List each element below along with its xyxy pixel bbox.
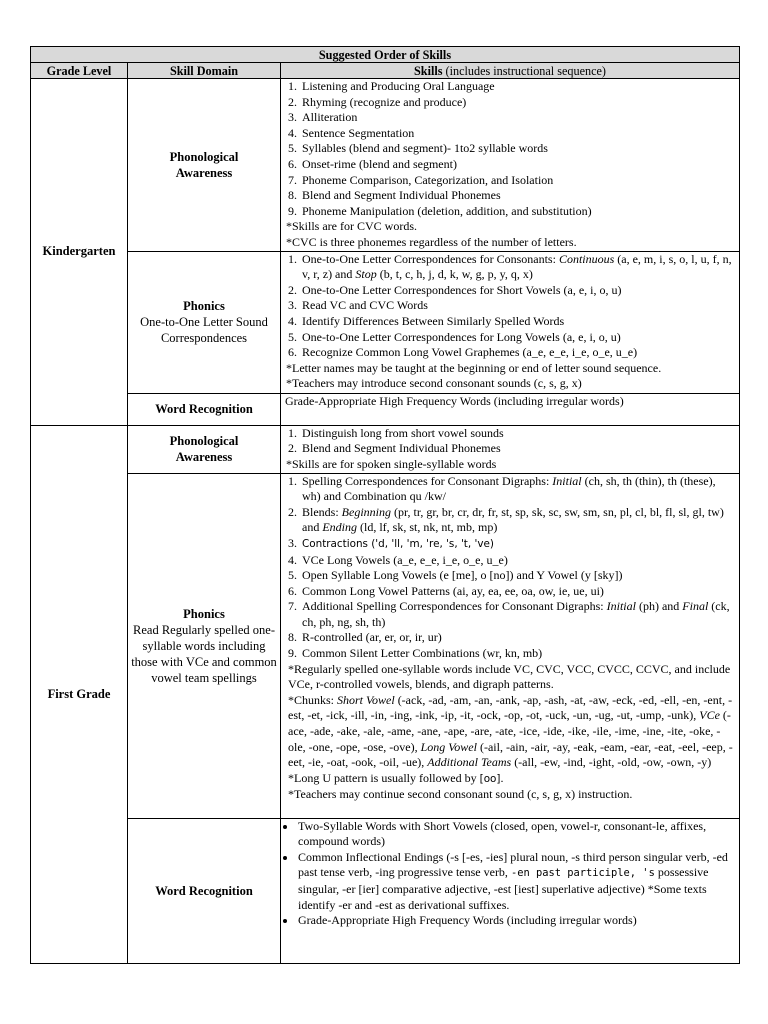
list-item: 8. Blend and Segment Individual Phonemes (300, 188, 736, 204)
domain-1-word-recognition (128, 818, 281, 963)
text-italic: Additional Teams (427, 755, 512, 770)
list-item (300, 599, 736, 630)
text: (-ace, -ade, -ake, -ale, -ame, -ane, -ape, -are, -ate, -ice, -ide, -ike, -ile, -ime, -ine, -ite, -oke, -ole, -one, -ope, -ose, -ove), (288, 708, 731, 754)
text: (a, e, m, i, s, o, l, u, f, n, v, r, z) and (302, 251, 732, 282)
header-skills-bold: Skills (414, 63, 443, 78)
header-skills-note: (includes instructional sequence) (442, 63, 606, 78)
domain-title: Word Recognition (155, 402, 253, 417)
text: Blends: (302, 504, 342, 519)
list-item: 6. Recognize Common Long Vowel Graphemes (a_e, e_e, i_e, o_e, u_e) (300, 345, 736, 361)
note (285, 771, 736, 788)
table-row (31, 251, 740, 393)
text: possessive singular, -er [ier] comparative adjective, -est [iest] superlative adjective) *Some texts identify -er and -est as derivational suffixes. (298, 865, 709, 912)
text: Additional Spelling Correspondences for Consonant Digraphs: (302, 599, 607, 614)
domain-subtitle: One-to-One Letter Sound Correspondences (140, 315, 268, 346)
domain-subtitle: Read Regularly spelled one-syllable words including those with VCe and common vowel team spellings (131, 622, 277, 685)
note: *Regularly spelled one-syllable words include VC, CVC, VCC, CVCC, CCVC, and include VCe, r-controlled vowels, blends, and digraph patterns. (288, 661, 731, 692)
note: *Skills are for CVC words. (286, 219, 417, 234)
list-item: 9. Phoneme Manipulation (deletion, addition, and substitution) (300, 204, 736, 220)
text-italic: Initial (606, 599, 636, 614)
text: (ld, lf, sk, st, nk, nt, mb, mp) (357, 520, 498, 535)
text-italic: Long Vowel (420, 739, 477, 754)
skills-1-phonics (281, 473, 740, 818)
list-item: 6. Common Long Vowel Patterns (ai, ay, ea, ee, oa, ow, ie, ue, ui) (300, 584, 736, 600)
list-item: 2. One-to-One Letter Correspondences for Short Vowels (a, e, i, o, u) (300, 283, 736, 299)
list-item: 1. Listening and Producing Oral Language (300, 79, 736, 95)
text: Contractions ('d, 'll, 'm, 're, 's, 't, 've) (302, 537, 494, 550)
list-item (297, 850, 736, 913)
text: (pr, tr, gr, br, cr, dr, fr, st, sp, sk, sc, sw, sm, sn, pl, cl, bl, fl, sl, gl, tw) and (302, 504, 724, 535)
text-italic: Initial (552, 473, 582, 488)
skill-list (285, 474, 736, 662)
domain-title: Word Recognition (155, 883, 253, 898)
domain-title: Phonics (183, 299, 225, 314)
list-item (300, 536, 736, 553)
text: Spelling Correspondences for Consonant Digraphs: (302, 473, 553, 488)
list-item: 4. VCe Long Vowels (a_e, e_e, i_e, o_e, u_e) (300, 553, 736, 569)
note: *Teachers may continue second consonant sound (c, s, g, x) instruction. (288, 787, 633, 802)
skill-list (285, 252, 736, 361)
skills-1-phonological (281, 425, 740, 473)
list-item: 1. Distinguish long from short vowel sounds (300, 426, 736, 442)
skills-k-phonological (281, 79, 740, 252)
list-item: 4. Sentence Segmentation (300, 126, 736, 142)
list-item: 3. Read VC and CVC Words (300, 298, 736, 314)
list-item: 4. Identify Differences Between Similarly Spelled Words (300, 314, 736, 330)
domain-1-phonological (128, 425, 281, 473)
header-grade-level: Grade Level (31, 63, 128, 79)
table-row (31, 79, 740, 252)
note-chunks (285, 693, 736, 771)
text-italic: Ending (322, 520, 357, 535)
list-item: 5. Syllables (blend and segment)- 1to2 syllable words (300, 141, 736, 157)
table-row (31, 818, 740, 963)
table-title: Suggested Order of Skills (31, 47, 740, 63)
bullet-list (285, 819, 736, 929)
domain-title: Awareness (175, 450, 233, 465)
text: One-to-One Letter Correspondences for Consonants: (302, 251, 559, 266)
domain-k-word-recognition (128, 393, 281, 425)
text: (-ail, -ain, -air, -ay, -eak, -eam, -ear, -eat, -eel, -eep, -eet, -ie, -oat, -ook, -oil, -ue), (288, 739, 733, 770)
domain-title: Awareness (175, 165, 233, 180)
text: (-all, -ew, -ind, -ight, -old, -ow, -own, -y) (511, 755, 712, 770)
domain-title: Phonics (183, 606, 225, 621)
list-item: 3. Alliteration (300, 110, 736, 126)
list-item (300, 474, 736, 505)
note: *CVC is three phonemes regardless of the number of letters. (286, 234, 577, 249)
list-item: 2. Rhyming (recognize and produce) (300, 95, 736, 111)
note: *Skills are for spoken single-syllable words (286, 456, 497, 471)
text: [oo] (479, 772, 501, 785)
skills-order-table (30, 46, 740, 964)
grade-kindergarten: Kindergarten (31, 79, 128, 426)
table-row (31, 425, 740, 473)
text: *Chunks: (288, 692, 338, 707)
text: *Long U pattern is usually followed by (288, 770, 480, 785)
domain-k-phonics (128, 251, 281, 393)
text-italic: VCe (699, 708, 720, 723)
text: -en past participle, 's (510, 867, 655, 880)
skills-1-word-recognition (281, 818, 740, 963)
text: (b, t, c, h, j, d, k, w, g, p, y, q, x) (376, 267, 533, 282)
list-item (300, 252, 736, 283)
list-item: 8. R-controlled (ar, er, or, ir, ur) (300, 630, 736, 646)
text-italic: Beginning (341, 504, 391, 519)
list-item: 5. One-to-One Letter Correspondences for Long Vowels (a, e, i, o, u) (300, 330, 736, 346)
domain-1-phonics (128, 473, 281, 818)
table-row (31, 393, 740, 425)
text: . (500, 770, 504, 785)
text: (ck, ch, ph, ng, sh, th) (302, 599, 730, 629)
header-skills (281, 63, 740, 79)
text: (-ack, -ad, -am, -an, -ank, -ap, -ash, -at, -aw, -eck, -ed, -ell, -en, -ent, -est, -et, -ick, -ill, -in, -ing, -ink, -ip, -it, -ock, -op, -ot, -uck, -un, -ug, -ut, -ump, -unk), (288, 692, 733, 723)
domain-title: Phonological (169, 434, 239, 449)
list-item: • Two-Syllable Words with Short Vowels (closed, open, vowel-r, consonant-le, affixes, compound words) (297, 819, 736, 850)
text: (ph) and (635, 599, 683, 614)
list-item: 5. Open Syllable Long Vowels (e [me], o [no]) and Y Vowel (y [sky]) (300, 568, 736, 584)
skills-k-word-recognition: Grade-Appropriate High Frequency Words (including irregular words) (281, 393, 740, 425)
text-italic: Continuous (558, 251, 615, 266)
table-row (31, 473, 740, 818)
note: *Letter names may be taught at the beginning or end of letter sound sequence. (286, 360, 662, 375)
text: (ch, sh, th (thin), th (these), wh) and Combination qu /kw/ (302, 473, 716, 504)
skill-list (285, 426, 736, 457)
text-italic: Final (682, 599, 709, 614)
list-item: 2. Blend and Segment Individual Phonemes (300, 441, 736, 457)
grade-first-grade: First Grade (31, 425, 128, 963)
header-skill-domain: Skill Domain (128, 63, 281, 79)
note: *Teachers may introduce second consonant sounds (c, s, g, x) (286, 376, 582, 391)
skill-list (285, 79, 736, 219)
list-item: • Grade-Appropriate High Frequency Words (including irregular words) (297, 913, 736, 929)
list-item: 7. Phoneme Comparison, Categorization, and Isolation (300, 173, 736, 189)
list-item: 9. Common Silent Letter Combinations (wr, kn, mb) (300, 646, 736, 662)
domain-k-phonological (128, 79, 281, 252)
list-item (300, 505, 736, 536)
text-italic: Short Vowel (337, 692, 395, 707)
skills-k-phonics (281, 251, 740, 393)
text-italic: Stop (355, 267, 377, 282)
list-item: 6. Onset-rime (blend and segment) (300, 157, 736, 173)
domain-title: Phonological (169, 149, 239, 164)
text: Common Inflectional Endings (-s [-es, -ies] plural noun, -s third person singular verb, -ed past tense verb, -ing progressive tense verb, (298, 849, 728, 880)
